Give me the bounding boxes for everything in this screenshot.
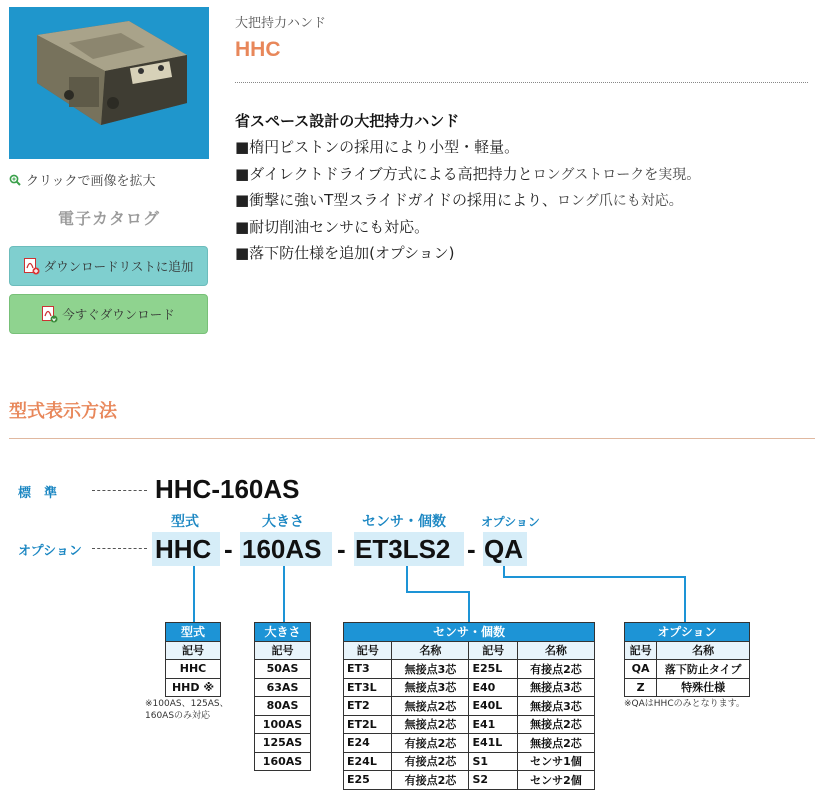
option-table-title: オプション	[625, 623, 750, 642]
feature-item: ■楕円ピストンの採用により小型・軽量。	[235, 138, 520, 156]
sensor-row: E24 有接点2芯 E41L 無接点2芯	[344, 734, 595, 753]
feature-item: ■ダイレクトドライブ方式による高把持力とロングストロークを実現。	[235, 164, 701, 183]
size-table-cell: 80AS	[255, 697, 311, 716]
add-to-download-list-button[interactable]	[9, 246, 208, 286]
feature-highlight: ロングストロークを実現。	[532, 166, 701, 183]
sensor-table-title: センサ・個数	[344, 623, 595, 642]
catalog-title: 電子カタログ	[57, 209, 160, 228]
option-col: 記号	[625, 641, 657, 660]
head-type: 型式	[171, 514, 199, 530]
feature-list	[235, 136, 700, 269]
type-note: ※100AS、125AS、160ASのみ対応	[145, 699, 229, 721]
type-table-col: 記号	[166, 641, 221, 660]
option-table	[624, 622, 750, 697]
add-to-download-list-label: ダウンロードリストに追加	[43, 259, 194, 274]
option-col: 名称	[657, 641, 750, 660]
option-row: QA 落下防止タイプ	[625, 660, 750, 679]
sensor-row: ET3L 無接点3芯 E40 無接点3芯	[344, 678, 595, 697]
product-subtitle: 大把持力ハンド	[235, 16, 327, 31]
code-separator: -	[467, 534, 476, 564]
connector-sensor	[468, 591, 470, 622]
features-heading: 省スペース設計の大把持力ハンド	[235, 112, 460, 130]
download-now-button[interactable]	[9, 294, 208, 334]
sensor-row: E24L 有接点2芯 S1 センサ1個	[344, 752, 595, 771]
connector-option	[503, 576, 686, 578]
sensor-col: 記号	[344, 641, 392, 660]
standard-code: HHC-160AS	[155, 474, 300, 504]
code-type: HHC	[155, 534, 212, 564]
code-sensor: ET3LS2	[355, 534, 451, 564]
feature-item: ■耐切削油センサにも対応。	[235, 217, 430, 236]
size-table-cell: 160AS	[255, 752, 311, 771]
connector-sensor	[406, 566, 408, 592]
code-separator: -	[337, 534, 346, 564]
sensor-row: ET3 無接点3芯 E25L 有接点2芯	[344, 660, 595, 679]
sensor-row: ET2L 無接点2芯 E41 無接点2芯	[344, 715, 595, 734]
type-table-cell: HHD ※	[166, 678, 221, 697]
code-size: 160AS	[242, 534, 322, 564]
pdf-download-icon	[42, 306, 56, 322]
sensor-table	[343, 622, 595, 790]
zoom-image-link[interactable]	[9, 170, 155, 189]
sensor-row: E25 有接点2芯 S2 センサ2個	[344, 771, 595, 790]
model-code-diagram	[0, 460, 828, 797]
sensor-col: 記号	[469, 641, 517, 660]
sensor-col: 名称	[517, 641, 594, 660]
option-row: Z 特殊仕様	[625, 678, 750, 697]
size-table-col: 記号	[255, 641, 311, 660]
section-divider	[9, 438, 815, 439]
option-label: オプション	[18, 544, 82, 559]
sensor-col: 名称	[392, 641, 469, 660]
option-leader	[92, 548, 147, 549]
code-option: QA	[484, 534, 523, 564]
magnifier-icon	[9, 174, 21, 186]
size-table-cell: 50AS	[255, 660, 311, 679]
connector-size	[283, 566, 285, 622]
head-size: 大きさ	[262, 514, 304, 530]
title-divider	[235, 82, 808, 83]
code-separator: -	[224, 534, 233, 564]
product-title: HHC	[235, 38, 281, 61]
type-table-cell: HHC	[166, 660, 221, 679]
size-table-title: 大きさ	[255, 623, 311, 642]
feature-highlight: ロング爪にも対応。	[557, 193, 683, 209]
head-sensor: センサ・個数	[362, 514, 446, 530]
standard-label: 標 準	[18, 486, 58, 501]
feature-item: ■衝撃に強いT型スライドガイドの採用により、ロング爪にも対応。	[235, 191, 683, 209]
size-table-cell: 100AS	[255, 715, 311, 734]
download-now-label: 今すぐダウンロード	[62, 307, 175, 322]
size-table-cell: 125AS	[255, 734, 311, 753]
type-table-title: 型式	[166, 623, 221, 642]
sensor-row: ET2 無接点2芯 E40L 無接点3芯	[344, 697, 595, 716]
standard-leader	[92, 490, 147, 491]
connector-sensor	[406, 591, 470, 593]
feature-item: ■落下防仕様を追加(オプション)	[235, 244, 455, 262]
pdf-add-icon	[24, 258, 38, 274]
head-option: オプション	[481, 515, 540, 529]
size-table	[254, 622, 311, 771]
product-image[interactable]	[9, 7, 209, 159]
option-note: ※QAはHHCのみとなります。	[624, 699, 745, 709]
size-table-cell: 63AS	[255, 678, 311, 697]
connector-type	[193, 566, 195, 622]
type-table	[165, 622, 221, 697]
section-title: 型式表示方法	[9, 401, 117, 422]
zoom-label: クリックで画像を拡大	[26, 174, 156, 189]
connector-option	[684, 576, 686, 622]
